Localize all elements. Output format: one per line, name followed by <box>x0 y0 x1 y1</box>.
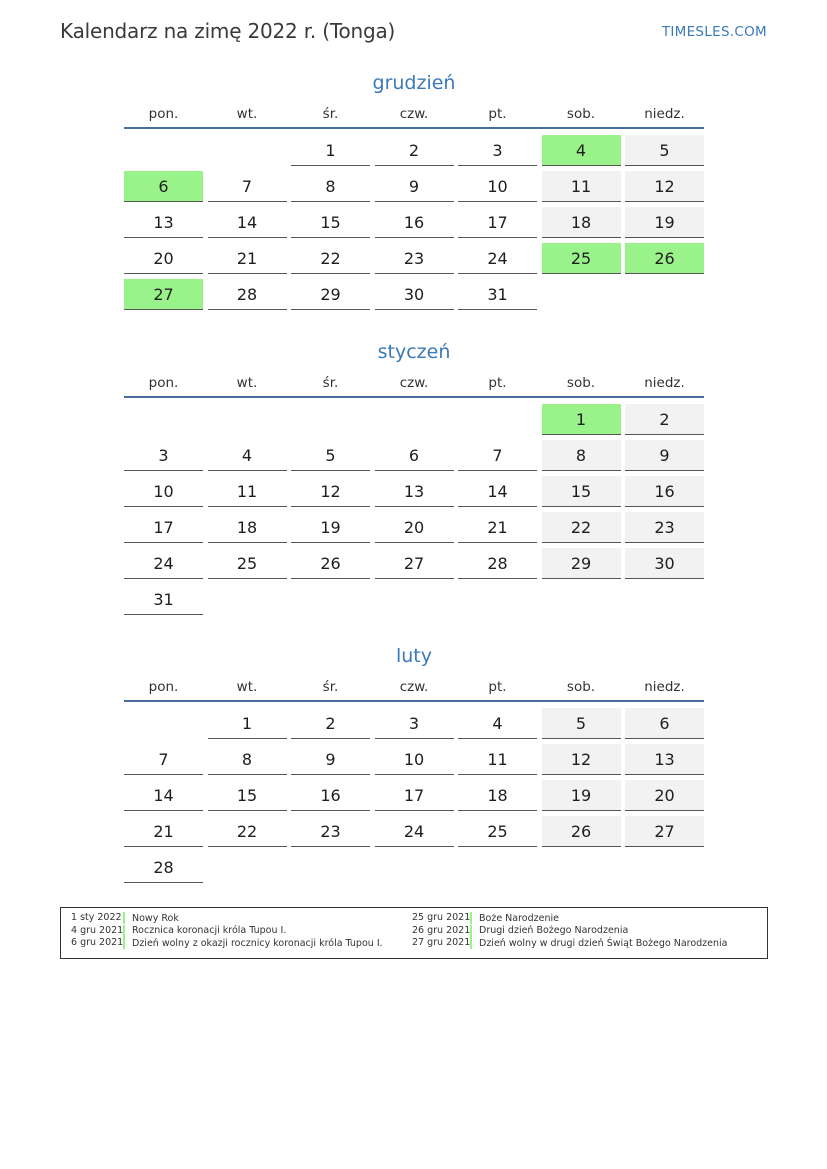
empty-day-cell <box>291 584 370 615</box>
day-cell: 8 <box>291 171 370 202</box>
day-cell: 1 <box>291 135 370 166</box>
day-cell: 25 <box>458 816 537 847</box>
day-cell: 18 <box>208 512 287 543</box>
empty-day-cell <box>458 404 537 435</box>
empty-day-cell <box>124 135 203 166</box>
legend-holiday-name: Rocznica koronacji króla Tupou I. <box>132 925 287 937</box>
page-title: Kalendarz na zimę 2022 r. (Tonga) <box>60 19 396 43</box>
day-cell: 19 <box>291 512 370 543</box>
day-cell: 14 <box>208 207 287 238</box>
day-cell: 28 <box>208 279 287 310</box>
day-cell: 2 <box>625 404 704 435</box>
week-row <box>124 134 704 170</box>
day-cell: 30 <box>625 548 704 579</box>
weekday-label: czw. <box>399 679 429 695</box>
day-cell: 21 <box>458 512 537 543</box>
day-cell: 3 <box>124 440 203 471</box>
weekday-header <box>124 106 704 129</box>
day-cell: 10 <box>375 744 454 775</box>
holiday-day-cell: 26 <box>625 243 704 274</box>
empty-day-cell <box>291 404 370 435</box>
week-row <box>124 511 704 547</box>
day-cell: 14 <box>124 780 203 811</box>
month-name: styczeń <box>377 341 451 363</box>
day-cell: 24 <box>375 816 454 847</box>
day-cell: 11 <box>458 744 537 775</box>
day-cell: 28 <box>458 548 537 579</box>
day-cell: 21 <box>124 816 203 847</box>
legend-item <box>71 912 383 925</box>
holiday-day-cell: 1 <box>542 404 621 435</box>
day-cell: 29 <box>291 279 370 310</box>
day-cell: 1 <box>208 708 287 739</box>
weekday-label: pon. <box>148 375 179 391</box>
week-row <box>124 475 704 511</box>
weekday-label: pon. <box>148 679 179 695</box>
day-cell: 23 <box>375 243 454 274</box>
day-cell: 9 <box>291 744 370 775</box>
day-cell: 17 <box>375 780 454 811</box>
empty-day-cell <box>124 708 203 739</box>
week-row <box>124 851 704 887</box>
day-cell: 5 <box>291 440 370 471</box>
day-cell: 24 <box>124 548 203 579</box>
empty-day-cell <box>542 852 621 883</box>
day-cell: 22 <box>291 243 370 274</box>
week-row <box>124 170 704 206</box>
weekday-label: wt. <box>236 375 258 391</box>
weekday-label: pt. <box>488 679 507 695</box>
day-cell: 8 <box>542 440 621 471</box>
week-row <box>124 707 704 743</box>
day-cell: 20 <box>625 780 704 811</box>
weekday-label: czw. <box>399 106 429 122</box>
day-cell: 16 <box>291 780 370 811</box>
empty-day-cell <box>625 584 704 615</box>
week-row <box>124 779 704 815</box>
day-cell: 20 <box>124 243 203 274</box>
legend-date: 1 sty 2022 <box>71 912 125 924</box>
day-cell: 12 <box>625 171 704 202</box>
day-cell: 13 <box>124 207 203 238</box>
day-cell: 27 <box>625 816 704 847</box>
day-cell: 26 <box>291 548 370 579</box>
day-cell: 8 <box>208 744 287 775</box>
day-cell: 2 <box>291 708 370 739</box>
weekday-label: pt. <box>488 106 507 122</box>
legend-column-left <box>71 912 383 950</box>
day-cell: 31 <box>124 584 203 615</box>
day-cell: 23 <box>291 816 370 847</box>
day-cell: 7 <box>124 744 203 775</box>
day-cell: 2 <box>375 135 454 166</box>
holiday-day-cell: 6 <box>124 171 203 202</box>
day-cell: 4 <box>208 440 287 471</box>
holiday-day-cell: 4 <box>542 135 621 166</box>
weekday-label: niedz. <box>644 106 685 122</box>
day-cell: 17 <box>458 207 537 238</box>
weekday-header <box>124 679 704 702</box>
day-cell: 7 <box>208 171 287 202</box>
day-cell: 11 <box>208 476 287 507</box>
legend-date: 27 gru 2021 <box>412 937 471 949</box>
weekday-label: wt. <box>236 106 258 122</box>
day-cell: 19 <box>542 780 621 811</box>
weekday-label: sob. <box>566 679 596 695</box>
day-cell: 20 <box>375 512 454 543</box>
day-cell: 24 <box>458 243 537 274</box>
weekday-label: pt. <box>488 375 507 391</box>
day-cell: 26 <box>542 816 621 847</box>
weekday-label: niedz. <box>644 375 685 391</box>
week-row <box>124 743 704 779</box>
day-cell: 16 <box>625 476 704 507</box>
holiday-day-cell: 27 <box>124 279 203 310</box>
empty-day-cell <box>375 852 454 883</box>
weekday-label: śr. <box>322 375 339 391</box>
day-cell: 27 <box>375 548 454 579</box>
day-cell: 10 <box>458 171 537 202</box>
week-row <box>124 583 704 619</box>
empty-day-cell <box>625 852 704 883</box>
legend-date: 25 gru 2021 <box>412 912 471 924</box>
day-cell: 23 <box>625 512 704 543</box>
day-cell: 15 <box>208 780 287 811</box>
legend-date: 4 gru 2021 <box>71 924 124 936</box>
empty-day-cell <box>458 584 537 615</box>
day-cell: 9 <box>625 440 704 471</box>
day-cell: 5 <box>542 708 621 739</box>
day-cell: 4 <box>458 708 537 739</box>
weekday-label: wt. <box>236 679 258 695</box>
week-row <box>124 278 704 314</box>
empty-day-cell <box>208 584 287 615</box>
empty-day-cell <box>208 852 287 883</box>
day-cell: 19 <box>625 207 704 238</box>
weekday-label: sob. <box>566 106 596 122</box>
legend-date: 26 gru 2021 <box>412 924 471 936</box>
day-cell: 22 <box>542 512 621 543</box>
legend-holiday-name: Drugi dzień Bożego Narodzenia <box>479 925 629 937</box>
empty-day-cell <box>542 279 621 310</box>
day-cell: 28 <box>124 852 203 883</box>
weekday-label: sob. <box>566 375 596 391</box>
weekday-header <box>124 375 704 398</box>
day-cell: 12 <box>291 476 370 507</box>
empty-day-cell <box>291 852 370 883</box>
day-cell: 13 <box>625 744 704 775</box>
day-cell: 6 <box>625 708 704 739</box>
day-cell: 13 <box>375 476 454 507</box>
empty-day-cell <box>208 135 287 166</box>
day-cell: 18 <box>542 207 621 238</box>
day-cell: 7 <box>458 440 537 471</box>
day-cell: 25 <box>208 548 287 579</box>
week-row <box>124 547 704 583</box>
site-link[interactable]: TIMESLES.COM <box>661 24 767 40</box>
month-block <box>124 70 704 314</box>
week-row <box>124 206 704 242</box>
day-cell: 29 <box>542 548 621 579</box>
day-cell: 5 <box>625 135 704 166</box>
empty-day-cell <box>375 584 454 615</box>
day-cell: 3 <box>458 135 537 166</box>
day-cell: 10 <box>124 476 203 507</box>
day-cell: 21 <box>208 243 287 274</box>
legend-item <box>412 912 728 925</box>
day-cell: 15 <box>542 476 621 507</box>
day-cell: 16 <box>375 207 454 238</box>
empty-day-cell <box>375 404 454 435</box>
empty-day-cell <box>458 852 537 883</box>
week-row <box>124 439 704 475</box>
empty-day-cell <box>625 279 704 310</box>
holiday-day-cell: 25 <box>542 243 621 274</box>
legend-item <box>412 937 728 950</box>
weekday-label: śr. <box>322 106 339 122</box>
legend-item <box>412 925 728 938</box>
legend-holiday-name: Dzień wolny z okazji rocznicy koronacji króla Tupou I. <box>132 937 383 949</box>
legend-date: 6 gru 2021 <box>71 937 124 949</box>
day-cell: 11 <box>542 171 621 202</box>
month-block <box>124 339 704 619</box>
week-row <box>124 242 704 278</box>
day-cell: 3 <box>375 708 454 739</box>
legend-item <box>71 925 383 938</box>
month-block <box>124 643 704 887</box>
weekday-label: czw. <box>399 375 429 391</box>
empty-day-cell <box>542 584 621 615</box>
day-cell: 12 <box>542 744 621 775</box>
month-name: grudzień <box>372 72 456 94</box>
day-cell: 6 <box>375 440 454 471</box>
legend-column-right <box>412 912 728 950</box>
day-cell: 17 <box>124 512 203 543</box>
day-cell: 31 <box>458 279 537 310</box>
legend-holiday-name: Nowy Rok <box>132 912 179 924</box>
day-cell: 30 <box>375 279 454 310</box>
day-cell: 22 <box>208 816 287 847</box>
week-row <box>124 403 704 439</box>
month-name: luty <box>395 645 432 667</box>
week-row <box>124 815 704 851</box>
legend-holiday-name: Boże Narodzenie <box>479 912 559 924</box>
day-cell: 18 <box>458 780 537 811</box>
weekday-label: pon. <box>148 106 179 122</box>
holiday-legend <box>60 907 768 959</box>
legend-item <box>71 937 383 950</box>
day-cell: 14 <box>458 476 537 507</box>
day-cell: 9 <box>375 171 454 202</box>
empty-day-cell <box>208 404 287 435</box>
weekday-label: śr. <box>322 679 339 695</box>
day-cell: 15 <box>291 207 370 238</box>
weekday-label: niedz. <box>644 679 685 695</box>
empty-day-cell <box>124 404 203 435</box>
legend-holiday-name: Dzień wolny w drugi dzień Świąt Bożego Narodzenia <box>479 937 728 949</box>
